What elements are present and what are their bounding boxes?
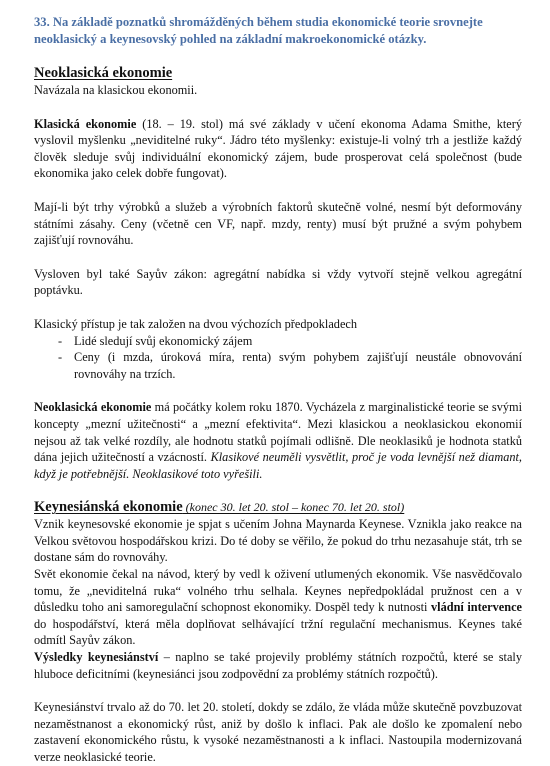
classical-paragraph-4: Klasický přístup je tak založen na dvou výchozích předpokladech bbox=[34, 316, 358, 331]
classical-paragraph-3: Vysloven byl také Sayův zákon: agregátní nabídka si vždy vytvoří stejně velkou agregátní poptávku. bbox=[34, 266, 522, 298]
keynesian-paragraph-3-text: – naplno se také projevily problémy státních rozpočtů, které se staly hluboce deficitními (keynesiánci jsou zodpovědní za problémy státních rozpočtů). bbox=[34, 650, 522, 681]
list-item: - Ceny (i mzda, úroková míra, renta) svým pohybem zajišťují neustále obnovování rovnováhy na trzích. bbox=[58, 349, 522, 382]
question-title: 33. Na základě poznatků shromážděných během studia ekonomické teorie srovnejte neoklasický a keynesovský pohled na základní makroekonomické otázky. bbox=[34, 15, 483, 46]
government-intervention-term: vládní intervence bbox=[431, 600, 522, 615]
neoclassical-paragraph bbox=[34, 399, 522, 482]
keynesian-heading-title: Keynesiánská ekonomie bbox=[34, 499, 183, 516]
document-page bbox=[34, 14, 522, 766]
keynesian-heading-period: (konec 30. let 20. stol – konec 70. let 20. stol) bbox=[182, 500, 405, 515]
classical-paragraph-1-text: (18. – 19. stol) má své základy v učení ekonoma Adama Smithe, který vyslovil myšlenku „neviditelné ruky“. Jádro této myšlenky: existuje-li volný trh a jestliže každý člověk sleduje svůj individuální ekonomický zájem, bude prosperovat celá společnost (bude ekonomika jako celek dobře fungovat). bbox=[34, 116, 522, 181]
keynesian-paragraph-1: Vznik keynesovské ekonomie je spjat s učením Johna Maynarda Keynese. Vznikla jako reakce na Velkou světovou hospodářskou krizi. Do té doby se věřilo, že pokud do trhu nezasahuje stát, trh se dostane sám do rovnováhy. bbox=[34, 517, 522, 565]
list-item: - Lidé sledují svůj ekonomický zájem bbox=[58, 333, 522, 350]
classical-paragraph-2: Mají-li být trhy výrobků a služeb a výrobních faktorů skutečně volné, nesmí být deformovány státními zásahy. Ceny (včetně cen VF, např. mzdy, renty) musí být pružné a svým pohybem zajišťují rovnováhu. bbox=[34, 199, 522, 248]
keynesian-paragraph-2 bbox=[34, 566, 522, 649]
keynesian-results-term: Výsledky keynesiánství bbox=[34, 650, 159, 665]
neoclassical-term: Neoklasická ekonomie bbox=[34, 400, 152, 415]
neoclassical-italic-note: Klasikové neuměli vysvětlit, proč je voda levnější než diamant, když je potřebnější. Neoklasikové toto vyřešili. bbox=[34, 450, 522, 481]
classical-paragraph-1 bbox=[34, 116, 522, 182]
keynesian-paragraph-4: Keynesiánství trvalo až do 70. let 20. století, dokdy se zdálo, že vláda může skutečně povzbuzovat nezaměstnanost a ekonomický růst, aniž by došlo k inflaci. Pak ale došlo ke zpomalení nebo zastavení ekonomického růstu, k vysoké nezaměstnanosti a k inflaci. Nastoupila modernizovaná verze neoklasické teorie. bbox=[34, 700, 522, 764]
keynesian-paragraph-3 bbox=[34, 649, 522, 682]
assumptions-list bbox=[34, 333, 522, 383]
keynesian-paragraph-2-text-a: Svět ekonomie čekal na návod, který by vedl k oživení utlumených ekonomik. Vše nasvědčovalo tomu, že „neviditelná ruka“ volného trhu selhala. Keynes nepředpokládal pružnost cen a v důsledku toho ani samoregulační schopnost ekonomiky. Dospěl tedy k nutnosti bbox=[34, 567, 522, 615]
neoclassical-paragraph-text: má počátky kolem roku 1870. Vycházela z marginalistické teorie se svými koncepty „mezní užitečnosti“ a „mezní efektivita“. Mezi klasickou a neoklasickou ekonomií nejsou až tak velké rozdíly, ale hodnotu statků pojímali odlišně. Dle neoklasiků je hodnota statků dána jejich užitečností a vzácností. bbox=[34, 400, 522, 465]
keynesian-paragraph-2-text-b: do hospodářství, která měla doplňovat selhávající tržní regulační mechanismus. Keynes také odmítl Sayův zákon. bbox=[34, 616, 522, 648]
classical-term: Klasická ekonomie bbox=[34, 116, 137, 131]
neoclassical-heading: Neoklasická ekonomie bbox=[34, 65, 173, 81]
keynesian-heading bbox=[34, 499, 522, 516]
neoclassical-intro: Navázala na klasickou ekonomii. bbox=[34, 83, 198, 97]
